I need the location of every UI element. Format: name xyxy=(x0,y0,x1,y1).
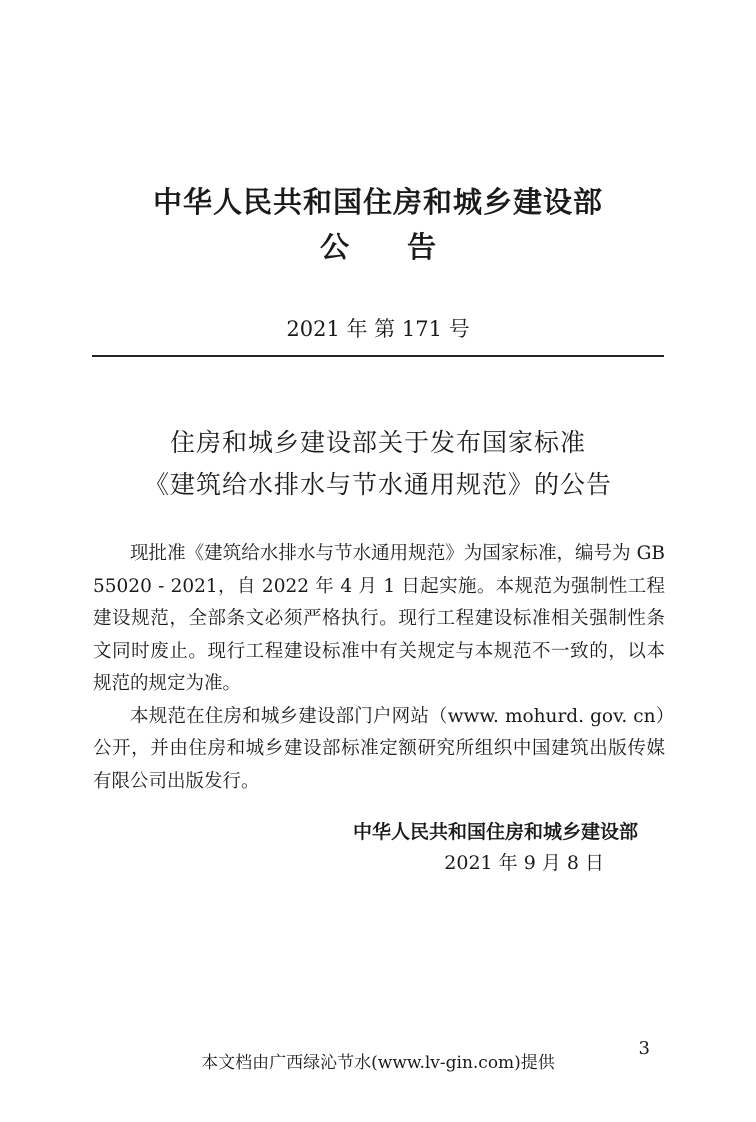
announcement-body xyxy=(93,538,665,798)
page-number: 3 xyxy=(638,1038,650,1059)
ministry-title: 中华人民共和国住房和城乡建设部 xyxy=(152,185,603,219)
body-paragraph-1: 现批准《建筑给水排水与节水通用规范》为国家标准，编号为 GB 55020 - 2021，自 2022 年 4 月 1 日起实施。本规范为强制性工程建设规范，全部条文必须严格执行。现行工程建设标准相关强制性条文同时废止。现行工程建设标准中有关规定与本规范不一致的，以本规范的规定为准。 xyxy=(93,543,665,694)
body-paragraph-2: 本规范在住房和城乡建设部门户网站（www. mohurd. gov. cn）公开，并由住房和城乡建设部标准定额研究所组织中国建筑出版传媒有限公司出版发行。 xyxy=(93,705,665,792)
issue-number: 2021 年 第 171 号 xyxy=(286,317,470,341)
announcement-title-line2: 《建筑给水排水与节水通用规范》的公告 xyxy=(143,470,612,499)
header-divider xyxy=(92,355,664,357)
notice-title: 公告 xyxy=(319,230,494,264)
signature-date: 2021 年 9 月 8 日 xyxy=(444,852,604,874)
issuer-signature: 中华人民共和国住房和城乡建设部 xyxy=(352,821,638,843)
footer-note: 本文档由广西绿沁节水(www.lv-gin.com)提供 xyxy=(201,1053,555,1073)
announcement-title-line1: 住房和城乡建设部关于发布国家标准 xyxy=(169,428,586,457)
